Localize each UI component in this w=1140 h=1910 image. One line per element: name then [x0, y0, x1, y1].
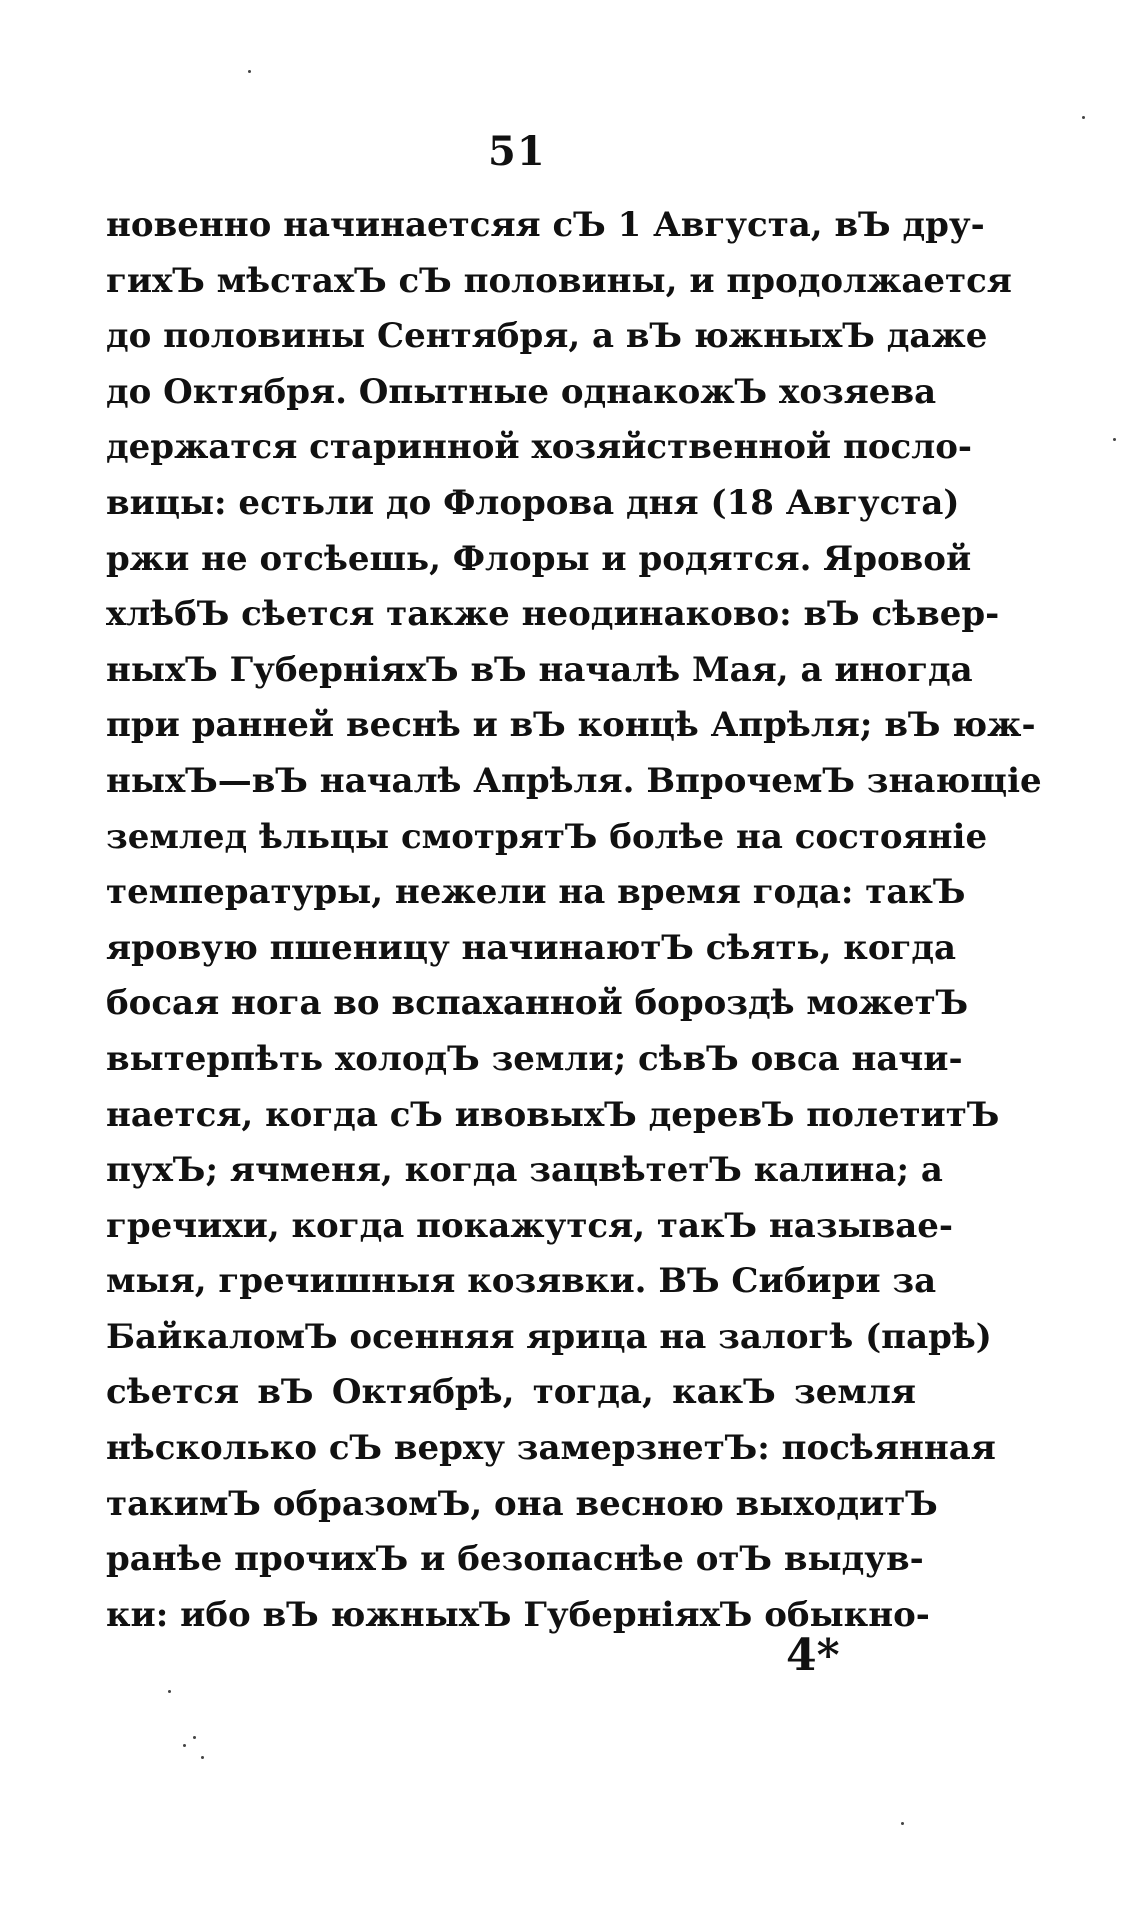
text-line: БайкаломЪ осенняя ярица на залогѣ (парѣ)	[106, 1316, 992, 1357]
print-speck	[201, 1756, 204, 1759]
text-line: пухЪ; ячменя, когда зацвѣтетЪ калина; а	[106, 1150, 943, 1191]
text-line: при ранней веснѣ и вЪ концѣ Апрѣля; вЪ юж-	[106, 705, 1036, 746]
page-number: 51	[488, 128, 546, 175]
print-speck	[901, 1822, 904, 1825]
print-speck	[193, 1736, 196, 1739]
text-line: новенно начинаетсяя сЪ 1 Августа, вЪ дру-	[106, 205, 985, 245]
text-line: ныхЪ ГуберніяхЪ вЪ началѣ Мая, а иногда	[106, 649, 973, 690]
text-line: держатся старинной хозяйственной посло-	[106, 427, 972, 468]
text-line: температуры, нежели на время года: такЪ	[106, 872, 966, 913]
print-speck	[1082, 116, 1085, 119]
print-speck	[1113, 438, 1116, 441]
text-line: мыя, гречишныя козявки. ВЪ Сибири за	[106, 1261, 937, 1302]
text-line: до Октября. Опытные однакожЪ хозяева	[106, 371, 937, 412]
text-line: гречихи, когда покажутся, такЪ называе-	[106, 1205, 954, 1246]
text-line: вытерпѣть холодЪ земли; сѣвЪ овса начи-	[106, 1038, 963, 1079]
text-line: нается, когда сЪ ивовыхЪ деревЪ полетитЪ	[106, 1094, 1000, 1135]
print-speck	[168, 1690, 171, 1693]
text-line: хлѣбЪ сѣется также неодинаково: вЪ сѣвер-	[106, 594, 1000, 635]
text-line: гихЪ мѣстахЪ сЪ половины, и продолжается	[106, 260, 1012, 301]
text-line: такимЪ образомЪ, она весною выходитЪ	[106, 1483, 938, 1524]
text-line: ныхЪ—вЪ началѣ Апрѣля. ВпрочемЪ знающіе	[106, 760, 1042, 801]
text-line: ки: ибо вЪ южныхЪ ГуберніяхЪ обыкно-	[106, 1594, 930, 1635]
signature-mark: 4*	[786, 1630, 840, 1681]
text-line: ржи не отсѣешь, Флоры и родятся. Яровой	[106, 538, 972, 579]
text-line: сѣется вЪ Октябрѣ, тогда, какЪ земля	[106, 1372, 916, 1413]
text-line: вицы: естьли до Флорова дня (18 Августа)	[106, 482, 960, 523]
text-line: нѣсколько сЪ верху замерзнетЪ: посѣянная	[106, 1428, 996, 1469]
print-speck	[183, 1744, 186, 1747]
text-line: босая нога во вспаханной бороздѣ можетЪ	[106, 983, 969, 1024]
body-text	[106, 198, 1042, 1643]
text-line: землед ѣльцы смотрятЪ болѣе на состояніе	[106, 816, 988, 857]
text-line: яровую пшеницу начинаютЪ сѣять, когда	[106, 927, 957, 968]
print-speck	[248, 70, 251, 73]
text-line: до половины Сентября, а вЪ южныхЪ даже	[106, 316, 988, 357]
text-line: ранѣе прочихЪ и безопаснѣе отЪ выдув-	[106, 1539, 924, 1580]
